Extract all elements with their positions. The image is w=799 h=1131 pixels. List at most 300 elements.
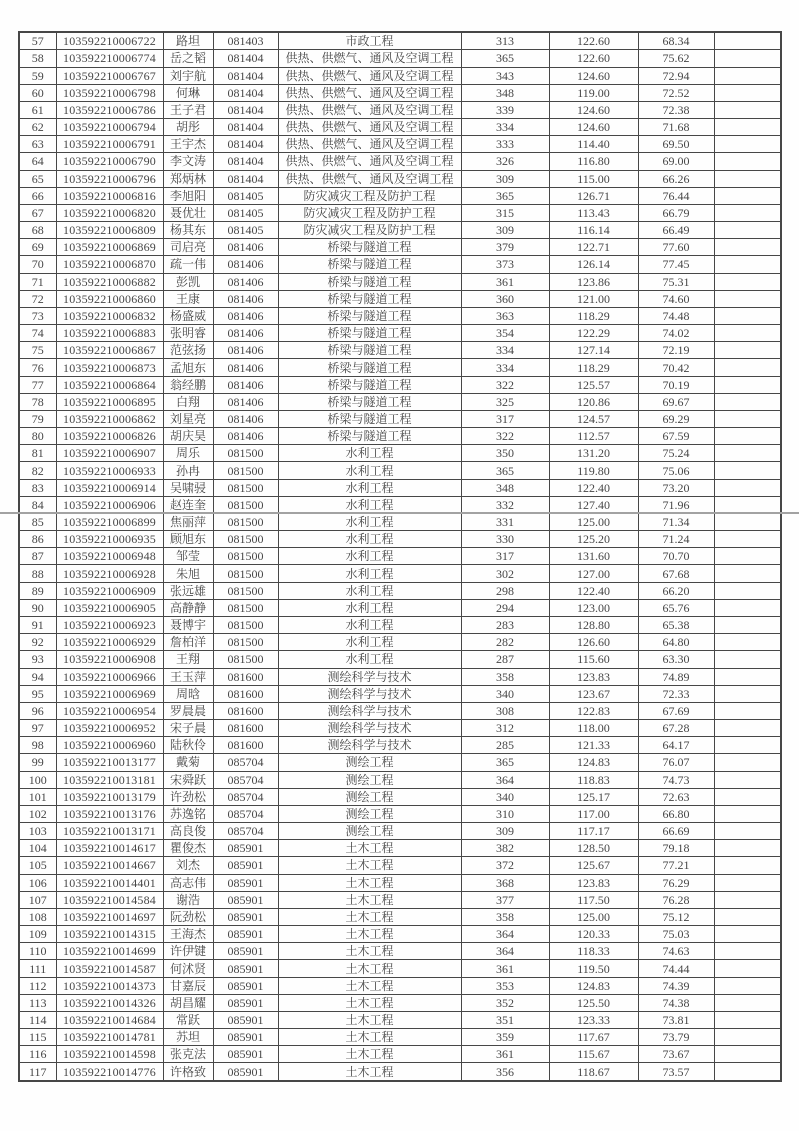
cell-major_code: 081406 [213, 410, 278, 427]
cell-retest_score: 123.83 [549, 668, 638, 685]
cell-exam_id: 103592210006914 [56, 479, 163, 496]
cell-initial_score: 325 [461, 393, 549, 410]
cell-major_name: 测绘工程 [278, 805, 461, 822]
cell-major_name: 土木工程 [278, 840, 461, 857]
cell-note [714, 359, 781, 376]
table-row [19, 239, 781, 256]
cell-total_score: 67.69 [638, 702, 714, 719]
cell-retest_score: 118.29 [549, 307, 638, 324]
table-row [19, 170, 781, 187]
cell-note [714, 823, 781, 840]
cell-major_name: 水利工程 [278, 651, 461, 668]
cell-name: 何琳 [163, 84, 213, 101]
cell-total_score: 75.03 [638, 926, 714, 943]
cell-retest_score: 128.50 [549, 840, 638, 857]
cell-name: 孟旭东 [163, 359, 213, 376]
cell-exam_id: 103592210014667 [56, 857, 163, 874]
cell-total_score: 67.28 [638, 720, 714, 737]
cell-exam_id: 103592210006796 [56, 170, 163, 187]
cell-major_code: 081500 [213, 651, 278, 668]
cell-note [714, 531, 781, 548]
cell-retest_score: 125.20 [549, 531, 638, 548]
cell-total_score: 71.96 [638, 496, 714, 513]
cell-name: 罗晨晨 [163, 702, 213, 719]
cell-note [714, 617, 781, 634]
cell-exam_id: 103592210006954 [56, 702, 163, 719]
cell-initial_score: 340 [461, 788, 549, 805]
cell-seq: 116 [19, 1046, 56, 1063]
cell-name: 岳之韬 [163, 50, 213, 67]
cell-initial_score: 309 [461, 170, 549, 187]
cell-seq: 108 [19, 908, 56, 925]
cell-retest_score: 124.60 [549, 67, 638, 84]
cell-name: 张远雄 [163, 582, 213, 599]
cell-major_code: 081500 [213, 496, 278, 513]
cell-initial_score: 283 [461, 617, 549, 634]
cell-name: 杨盛威 [163, 307, 213, 324]
cell-total_score: 70.42 [638, 359, 714, 376]
cell-note [714, 479, 781, 496]
cell-initial_score: 364 [461, 926, 549, 943]
table-row [19, 410, 781, 427]
cell-major_code: 081500 [213, 565, 278, 582]
cell-major_name: 土木工程 [278, 891, 461, 908]
cell-retest_score: 125.17 [549, 788, 638, 805]
cell-total_score: 70.70 [638, 548, 714, 565]
cell-initial_score: 334 [461, 342, 549, 359]
cell-major_code: 081404 [213, 84, 278, 101]
cell-retest_score: 117.50 [549, 891, 638, 908]
cell-seq: 67 [19, 204, 56, 221]
cell-note [714, 84, 781, 101]
cell-name: 许格致 [163, 1063, 213, 1081]
cell-name: 王子君 [163, 101, 213, 118]
cell-retest_score: 121.00 [549, 290, 638, 307]
cell-exam_id: 103592210006790 [56, 153, 163, 170]
cell-note [714, 720, 781, 737]
cell-major_code: 081406 [213, 376, 278, 393]
cell-seq: 106 [19, 874, 56, 891]
cell-note [714, 668, 781, 685]
cell-total_score: 72.63 [638, 788, 714, 805]
cell-note [714, 307, 781, 324]
cell-retest_score: 117.17 [549, 823, 638, 840]
cell-seq: 117 [19, 1063, 56, 1081]
cell-seq: 57 [19, 32, 56, 50]
cell-major_name: 测绘科学与技术 [278, 702, 461, 719]
cell-retest_score: 122.71 [549, 239, 638, 256]
cell-name: 郑炳林 [163, 170, 213, 187]
cell-note [714, 222, 781, 239]
cell-initial_score: 365 [461, 50, 549, 67]
cell-major_code: 081406 [213, 325, 278, 342]
cell-name: 聂博宇 [163, 617, 213, 634]
cell-name: 彭凯 [163, 273, 213, 290]
cell-seq: 95 [19, 685, 56, 702]
cell-total_score: 69.29 [638, 410, 714, 427]
cell-total_score: 75.06 [638, 462, 714, 479]
cell-exam_id: 103592210013177 [56, 754, 163, 771]
cell-major_name: 防灾减灾工程及防护工程 [278, 204, 461, 221]
score-table [18, 31, 782, 1082]
cell-retest_score: 126.14 [549, 256, 638, 273]
cell-major_name: 土木工程 [278, 857, 461, 874]
cell-retest_score: 125.00 [549, 513, 638, 530]
cell-exam_id: 103592210014697 [56, 908, 163, 925]
cell-major_code: 081500 [213, 531, 278, 548]
cell-major_name: 供热、供燃气、通风及空调工程 [278, 67, 461, 84]
cell-initial_score: 364 [461, 943, 549, 960]
cell-total_score: 77.60 [638, 239, 714, 256]
cell-initial_score: 351 [461, 1011, 549, 1028]
table-row [19, 32, 781, 50]
cell-exam_id: 103592210006952 [56, 720, 163, 737]
cell-note [714, 857, 781, 874]
cell-note [714, 960, 781, 977]
cell-exam_id: 103592210013179 [56, 788, 163, 805]
cell-major_name: 土木工程 [278, 977, 461, 994]
cell-total_score: 76.28 [638, 891, 714, 908]
cell-retest_score: 119.00 [549, 84, 638, 101]
cell-major_code: 081404 [213, 67, 278, 84]
cell-major_code: 081406 [213, 239, 278, 256]
table-row [19, 943, 781, 960]
cell-exam_id: 103592210014617 [56, 840, 163, 857]
cell-note [714, 977, 781, 994]
cell-initial_score: 309 [461, 823, 549, 840]
table-row [19, 290, 781, 307]
cell-major_code: 085901 [213, 840, 278, 857]
cell-initial_score: 361 [461, 273, 549, 290]
cell-total_score: 72.52 [638, 84, 714, 101]
cell-major_code: 085704 [213, 771, 278, 788]
cell-exam_id: 103592210006966 [56, 668, 163, 685]
cell-total_score: 73.67 [638, 1046, 714, 1063]
cell-initial_score: 340 [461, 685, 549, 702]
cell-retest_score: 127.40 [549, 496, 638, 513]
cell-initial_score: 282 [461, 634, 549, 651]
table-row [19, 926, 781, 943]
cell-note [714, 685, 781, 702]
cell-exam_id: 103592210006873 [56, 359, 163, 376]
cell-seq: 94 [19, 668, 56, 685]
cell-seq: 112 [19, 977, 56, 994]
cell-note [714, 376, 781, 393]
cell-initial_score: 382 [461, 840, 549, 857]
table-row [19, 960, 781, 977]
cell-major_code: 081406 [213, 359, 278, 376]
cell-name: 常跃 [163, 1011, 213, 1028]
cell-seq: 59 [19, 67, 56, 84]
cell-initial_score: 285 [461, 737, 549, 754]
cell-exam_id: 103592210006883 [56, 325, 163, 342]
cell-seq: 89 [19, 582, 56, 599]
cell-major_name: 供热、供燃气、通风及空调工程 [278, 50, 461, 67]
cell-major_code: 085901 [213, 960, 278, 977]
cell-initial_score: 373 [461, 256, 549, 273]
cell-name: 赵连奎 [163, 496, 213, 513]
cell-major_code: 081500 [213, 582, 278, 599]
cell-exam_id: 103592210006908 [56, 651, 163, 668]
cell-major_code: 085704 [213, 754, 278, 771]
cell-note [714, 136, 781, 153]
cell-total_score: 64.80 [638, 634, 714, 651]
table-row [19, 702, 781, 719]
cell-seq: 82 [19, 462, 56, 479]
cell-major_code: 085901 [213, 1063, 278, 1081]
cell-initial_score: 312 [461, 720, 549, 737]
cell-note [714, 788, 781, 805]
cell-exam_id: 103592210006909 [56, 582, 163, 599]
cell-name: 许伊键 [163, 943, 213, 960]
cell-initial_score: 302 [461, 565, 549, 582]
cell-major_code: 081404 [213, 50, 278, 67]
cell-note [714, 325, 781, 342]
cell-retest_score: 119.80 [549, 462, 638, 479]
cell-major_name: 桥梁与隧道工程 [278, 325, 461, 342]
cell-exam_id: 103592210013171 [56, 823, 163, 840]
cell-exam_id: 103592210006798 [56, 84, 163, 101]
cell-initial_score: 334 [461, 359, 549, 376]
cell-seq: 80 [19, 428, 56, 445]
cell-retest_score: 127.14 [549, 342, 638, 359]
cell-total_score: 73.57 [638, 1063, 714, 1081]
cell-initial_score: 287 [461, 651, 549, 668]
cell-note [714, 908, 781, 925]
cell-seq: 92 [19, 634, 56, 651]
cell-exam_id: 103592210013181 [56, 771, 163, 788]
cell-total_score: 75.62 [638, 50, 714, 67]
cell-total_score: 63.30 [638, 651, 714, 668]
cell-major_name: 桥梁与隧道工程 [278, 239, 461, 256]
cell-note [714, 119, 781, 136]
table-row [19, 771, 781, 788]
cell-major_code: 081406 [213, 307, 278, 324]
cell-name: 谢浩 [163, 891, 213, 908]
table-row [19, 805, 781, 822]
cell-note [714, 1046, 781, 1063]
cell-total_score: 74.02 [638, 325, 714, 342]
cell-major_name: 防灾减灾工程及防护工程 [278, 222, 461, 239]
cell-total_score: 66.69 [638, 823, 714, 840]
cell-seq: 109 [19, 926, 56, 943]
cell-name: 路坦 [163, 32, 213, 50]
cell-seq: 93 [19, 651, 56, 668]
cell-major_name: 桥梁与隧道工程 [278, 290, 461, 307]
table-row [19, 634, 781, 651]
table-row [19, 720, 781, 737]
cell-total_score: 74.73 [638, 771, 714, 788]
cell-total_score: 66.20 [638, 582, 714, 599]
cell-total_score: 79.18 [638, 840, 714, 857]
cell-major_name: 土木工程 [278, 1063, 461, 1081]
table-row [19, 256, 781, 273]
cell-retest_score: 125.67 [549, 857, 638, 874]
cell-exam_id: 103592210014598 [56, 1046, 163, 1063]
cell-exam_id: 103592210006960 [56, 737, 163, 754]
cell-major_name: 供热、供燃气、通风及空调工程 [278, 84, 461, 101]
cell-total_score: 68.34 [638, 32, 714, 50]
cell-initial_score: 331 [461, 513, 549, 530]
cell-initial_score: 365 [461, 754, 549, 771]
cell-retest_score: 120.86 [549, 393, 638, 410]
cell-name: 翁经鹏 [163, 376, 213, 393]
cell-note [714, 513, 781, 530]
cell-major_code: 085901 [213, 857, 278, 874]
cell-exam_id: 103592210006929 [56, 634, 163, 651]
cell-note [714, 805, 781, 822]
cell-major_code: 081406 [213, 428, 278, 445]
cell-note [714, 771, 781, 788]
cell-initial_score: 361 [461, 960, 549, 977]
cell-initial_score: 358 [461, 668, 549, 685]
table-row [19, 617, 781, 634]
cell-major_code: 085901 [213, 1011, 278, 1028]
cell-initial_score: 361 [461, 1046, 549, 1063]
cell-initial_score: 330 [461, 531, 549, 548]
cell-note [714, 445, 781, 462]
cell-major_name: 供热、供燃气、通风及空调工程 [278, 136, 461, 153]
cell-name: 李旭阳 [163, 187, 213, 204]
cell-major_code: 081500 [213, 599, 278, 616]
cell-note [714, 994, 781, 1011]
cell-exam_id: 103592210006905 [56, 599, 163, 616]
cell-retest_score: 124.57 [549, 410, 638, 427]
cell-retest_score: 118.00 [549, 720, 638, 737]
cell-retest_score: 118.33 [549, 943, 638, 960]
cell-initial_score: 348 [461, 84, 549, 101]
cell-note [714, 342, 781, 359]
cell-exam_id: 103592210014373 [56, 977, 163, 994]
cell-note [714, 496, 781, 513]
cell-seq: 83 [19, 479, 56, 496]
cell-note [714, 548, 781, 565]
cell-major_code: 085901 [213, 994, 278, 1011]
cell-note [714, 1011, 781, 1028]
cell-major_name: 水利工程 [278, 479, 461, 496]
cell-total_score: 76.44 [638, 187, 714, 204]
cell-initial_score: 315 [461, 204, 549, 221]
table-row [19, 857, 781, 874]
cell-major_code: 081404 [213, 101, 278, 118]
cell-major_code: 085901 [213, 891, 278, 908]
cell-retest_score: 119.50 [549, 960, 638, 977]
cell-total_score: 74.63 [638, 943, 714, 960]
cell-retest_score: 113.43 [549, 204, 638, 221]
score-table-body [19, 32, 781, 1081]
table-row [19, 668, 781, 685]
cell-initial_score: 363 [461, 307, 549, 324]
cell-major_name: 水利工程 [278, 513, 461, 530]
table-row [19, 651, 781, 668]
cell-retest_score: 122.40 [549, 582, 638, 599]
cell-retest_score: 112.57 [549, 428, 638, 445]
cell-initial_score: 365 [461, 187, 549, 204]
cell-initial_score: 348 [461, 479, 549, 496]
cell-total_score: 66.79 [638, 204, 714, 221]
cell-major_code: 085704 [213, 788, 278, 805]
cell-name: 陆秋伶 [163, 737, 213, 754]
cell-seq: 76 [19, 359, 56, 376]
cell-retest_score: 122.60 [549, 50, 638, 67]
cell-retest_score: 117.00 [549, 805, 638, 822]
cell-note [714, 874, 781, 891]
cell-exam_id: 103592210014684 [56, 1011, 163, 1028]
cell-exam_id: 103592210006791 [56, 136, 163, 153]
cell-exam_id: 103592210006864 [56, 376, 163, 393]
cell-seq: 71 [19, 273, 56, 290]
cell-major_name: 桥梁与隧道工程 [278, 410, 461, 427]
cell-retest_score: 123.67 [549, 685, 638, 702]
cell-note [714, 891, 781, 908]
cell-retest_score: 131.60 [549, 548, 638, 565]
table-row [19, 187, 781, 204]
cell-major_name: 桥梁与隧道工程 [278, 256, 461, 273]
cell-major_name: 防灾减灾工程及防护工程 [278, 187, 461, 204]
cell-major_name: 桥梁与隧道工程 [278, 342, 461, 359]
cell-major_code: 081600 [213, 737, 278, 754]
cell-seq: 79 [19, 410, 56, 427]
cell-initial_score: 332 [461, 496, 549, 513]
cell-initial_score: 379 [461, 239, 549, 256]
table-row [19, 376, 781, 393]
cell-exam_id: 103592210014326 [56, 994, 163, 1011]
cell-initial_score: 294 [461, 599, 549, 616]
cell-major_name: 供热、供燃气、通风及空调工程 [278, 119, 461, 136]
cell-name: 王玉萍 [163, 668, 213, 685]
cell-retest_score: 131.20 [549, 445, 638, 462]
table-row [19, 204, 781, 221]
cell-seq: 64 [19, 153, 56, 170]
cell-retest_score: 126.60 [549, 634, 638, 651]
cell-seq: 110 [19, 943, 56, 960]
cell-major_name: 水利工程 [278, 599, 461, 616]
cell-initial_score: 333 [461, 136, 549, 153]
cell-major_name: 供热、供燃气、通风及空调工程 [278, 170, 461, 187]
page-break-line [0, 512, 799, 514]
cell-note [714, 1063, 781, 1081]
cell-major_name: 水利工程 [278, 617, 461, 634]
table-row [19, 754, 781, 771]
cell-name: 苏坦 [163, 1029, 213, 1046]
table-row [19, 1046, 781, 1063]
cell-initial_score: 298 [461, 582, 549, 599]
cell-total_score: 64.17 [638, 737, 714, 754]
cell-seq: 85 [19, 513, 56, 530]
cell-major_name: 测绘工程 [278, 771, 461, 788]
table-row [19, 565, 781, 582]
cell-name: 聂优壮 [163, 204, 213, 221]
cell-name: 顾旭东 [163, 531, 213, 548]
cell-name: 宋舜跃 [163, 771, 213, 788]
cell-total_score: 74.44 [638, 960, 714, 977]
cell-seq: 69 [19, 239, 56, 256]
cell-name: 范弦扬 [163, 342, 213, 359]
cell-note [714, 634, 781, 651]
cell-name: 焦丽萍 [163, 513, 213, 530]
cell-seq: 78 [19, 393, 56, 410]
cell-name: 王康 [163, 290, 213, 307]
cell-seq: 68 [19, 222, 56, 239]
table-row [19, 50, 781, 67]
cell-total_score: 73.81 [638, 1011, 714, 1028]
cell-major_code: 081600 [213, 720, 278, 737]
cell-exam_id: 103592210006895 [56, 393, 163, 410]
cell-seq: 65 [19, 170, 56, 187]
cell-note [714, 702, 781, 719]
cell-name: 司启亮 [163, 239, 213, 256]
table-row [19, 891, 781, 908]
